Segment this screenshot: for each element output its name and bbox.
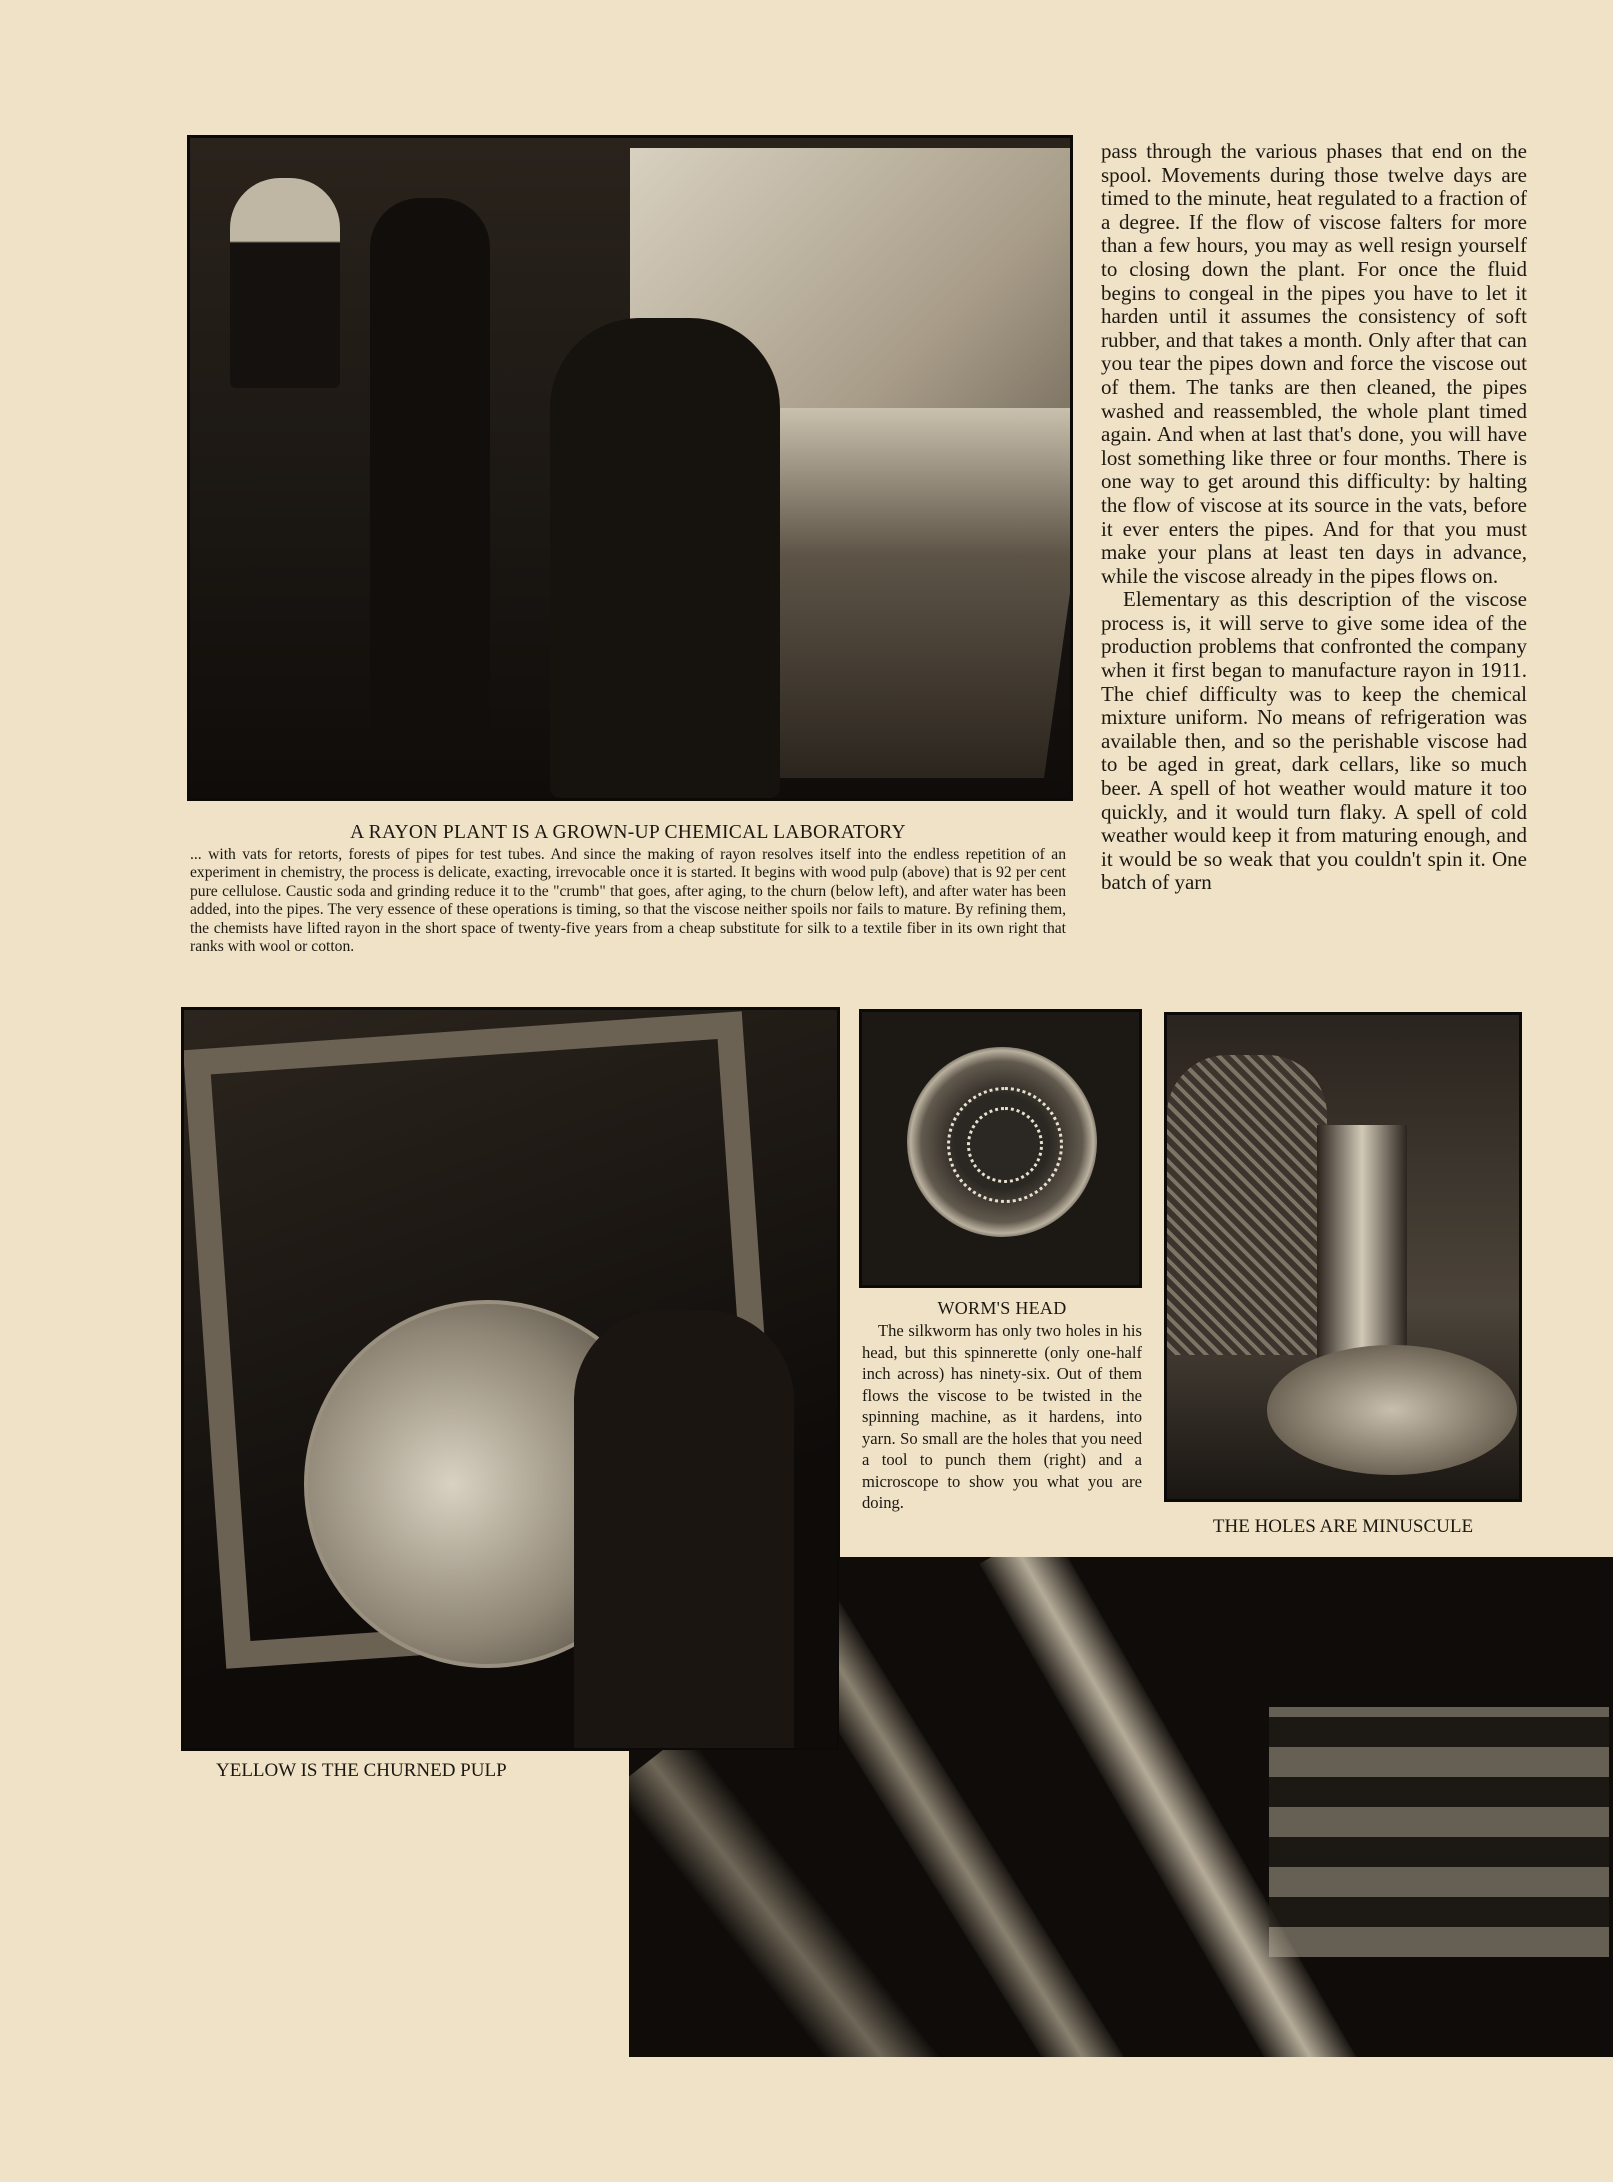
worker-figure (1167, 1055, 1327, 1355)
caption-title: WORM'S HEAD (937, 1298, 1067, 1318)
caption-body: The silkworm has only two holes in his head, but this spinnerette (only one-half inch across) has ninety-six. Out of them flows the viscose to be twisted in the spinning machine, as it hardens, into yarn. So small are the holes that you need a tool to punch them (right) and a microscope to show you what you are doing. (862, 1321, 1142, 1512)
worker-figure (574, 1310, 794, 1750)
worker-figure (550, 318, 780, 798)
caption-body: ... with vats for retorts, forests of pipes for test tubes. And since the making of rayon resolves itself into the endless repetition of an experiment in chemistry, the process is delicate, exacting, irrevocable once it is started. It begins with wood pulp (above) that is 92 per cent pure cellulose. Caustic soda and grinding reduce it to the "crumb" that goes, after aging, to the churn (below left), and after water has been added, into the pipes. The very essence of these operations is timing, so that the viscose neither spoils nor fails to mature. By refining them, the chemists have lifted rayon in the short space of twenty-five years from a cheap substitute for silk to a textile fiber in its own right that ranks with wool or cotton. (190, 846, 1066, 956)
worm-caption (862, 1296, 1142, 1514)
top-photo-caption (190, 820, 1066, 956)
punch-base (1267, 1345, 1517, 1475)
photo-wood-pulp-workers (187, 135, 1073, 801)
photo-microscope (1164, 1012, 1522, 1502)
worker-figure (230, 178, 340, 388)
article-column (1101, 140, 1527, 895)
article-paragraph: Elementary as this description of the viscose process is, it will serve to give some idea of the production problems that confronted the company when it first began to manufacture rayon in 1911. The chief difficulty was to keep the chemical mixture uniform. No means of refrigeration was available then, and so the perishable viscose had to be aged in great, dark cellars, like so much beer. A spell of hot weather would mature it too quickly, and it would turn flaky. A spell of cold weather would keep it from maturing enough, and it would be so weak that you couldn't spin it. One batch of yarn (1101, 587, 1527, 895)
photo-spinnerette (859, 1009, 1142, 1288)
worker-figure (370, 198, 490, 758)
article-paragraph: pass through the various phases that end on the spool. Movements during those twelve days are timed to the minute, heat regulated to a fraction of a degree. If the flow of viscose falters for more than a few hours, you may as well resign yourself to closing down the plant. For once the fluid begins to congeal in the pipes you have to let it harden until it assumes the consistency of soft rubber, and that takes a month. Only after that can you tear the pipes down and force the viscose out of them. The tanks are then cleaned, the pipes washed and reassembled, the whole plant timed again. And when at last that's done, you will have lost something like three or four months. There is one way to get around this difficulty: by halting the flow of viscose at its source in the vats, before it ever enters the pipes. And for that you must make your plans at least ten days in advance, while the viscose already in the pipes flows on. (1101, 139, 1527, 588)
holes-caption: THE HOLES ARE MINUSCULE (1212, 1516, 1474, 1537)
background-beams (1269, 1707, 1609, 1957)
photo-churn (181, 1007, 840, 1751)
churn-caption: YELLOW IS THE CHURNED PULP (216, 1760, 507, 1781)
spinnerette-holes (967, 1107, 1043, 1183)
caption-title: A RAYON PLANT IS A GROWN-UP CHEMICAL LABORATORY (350, 822, 906, 843)
